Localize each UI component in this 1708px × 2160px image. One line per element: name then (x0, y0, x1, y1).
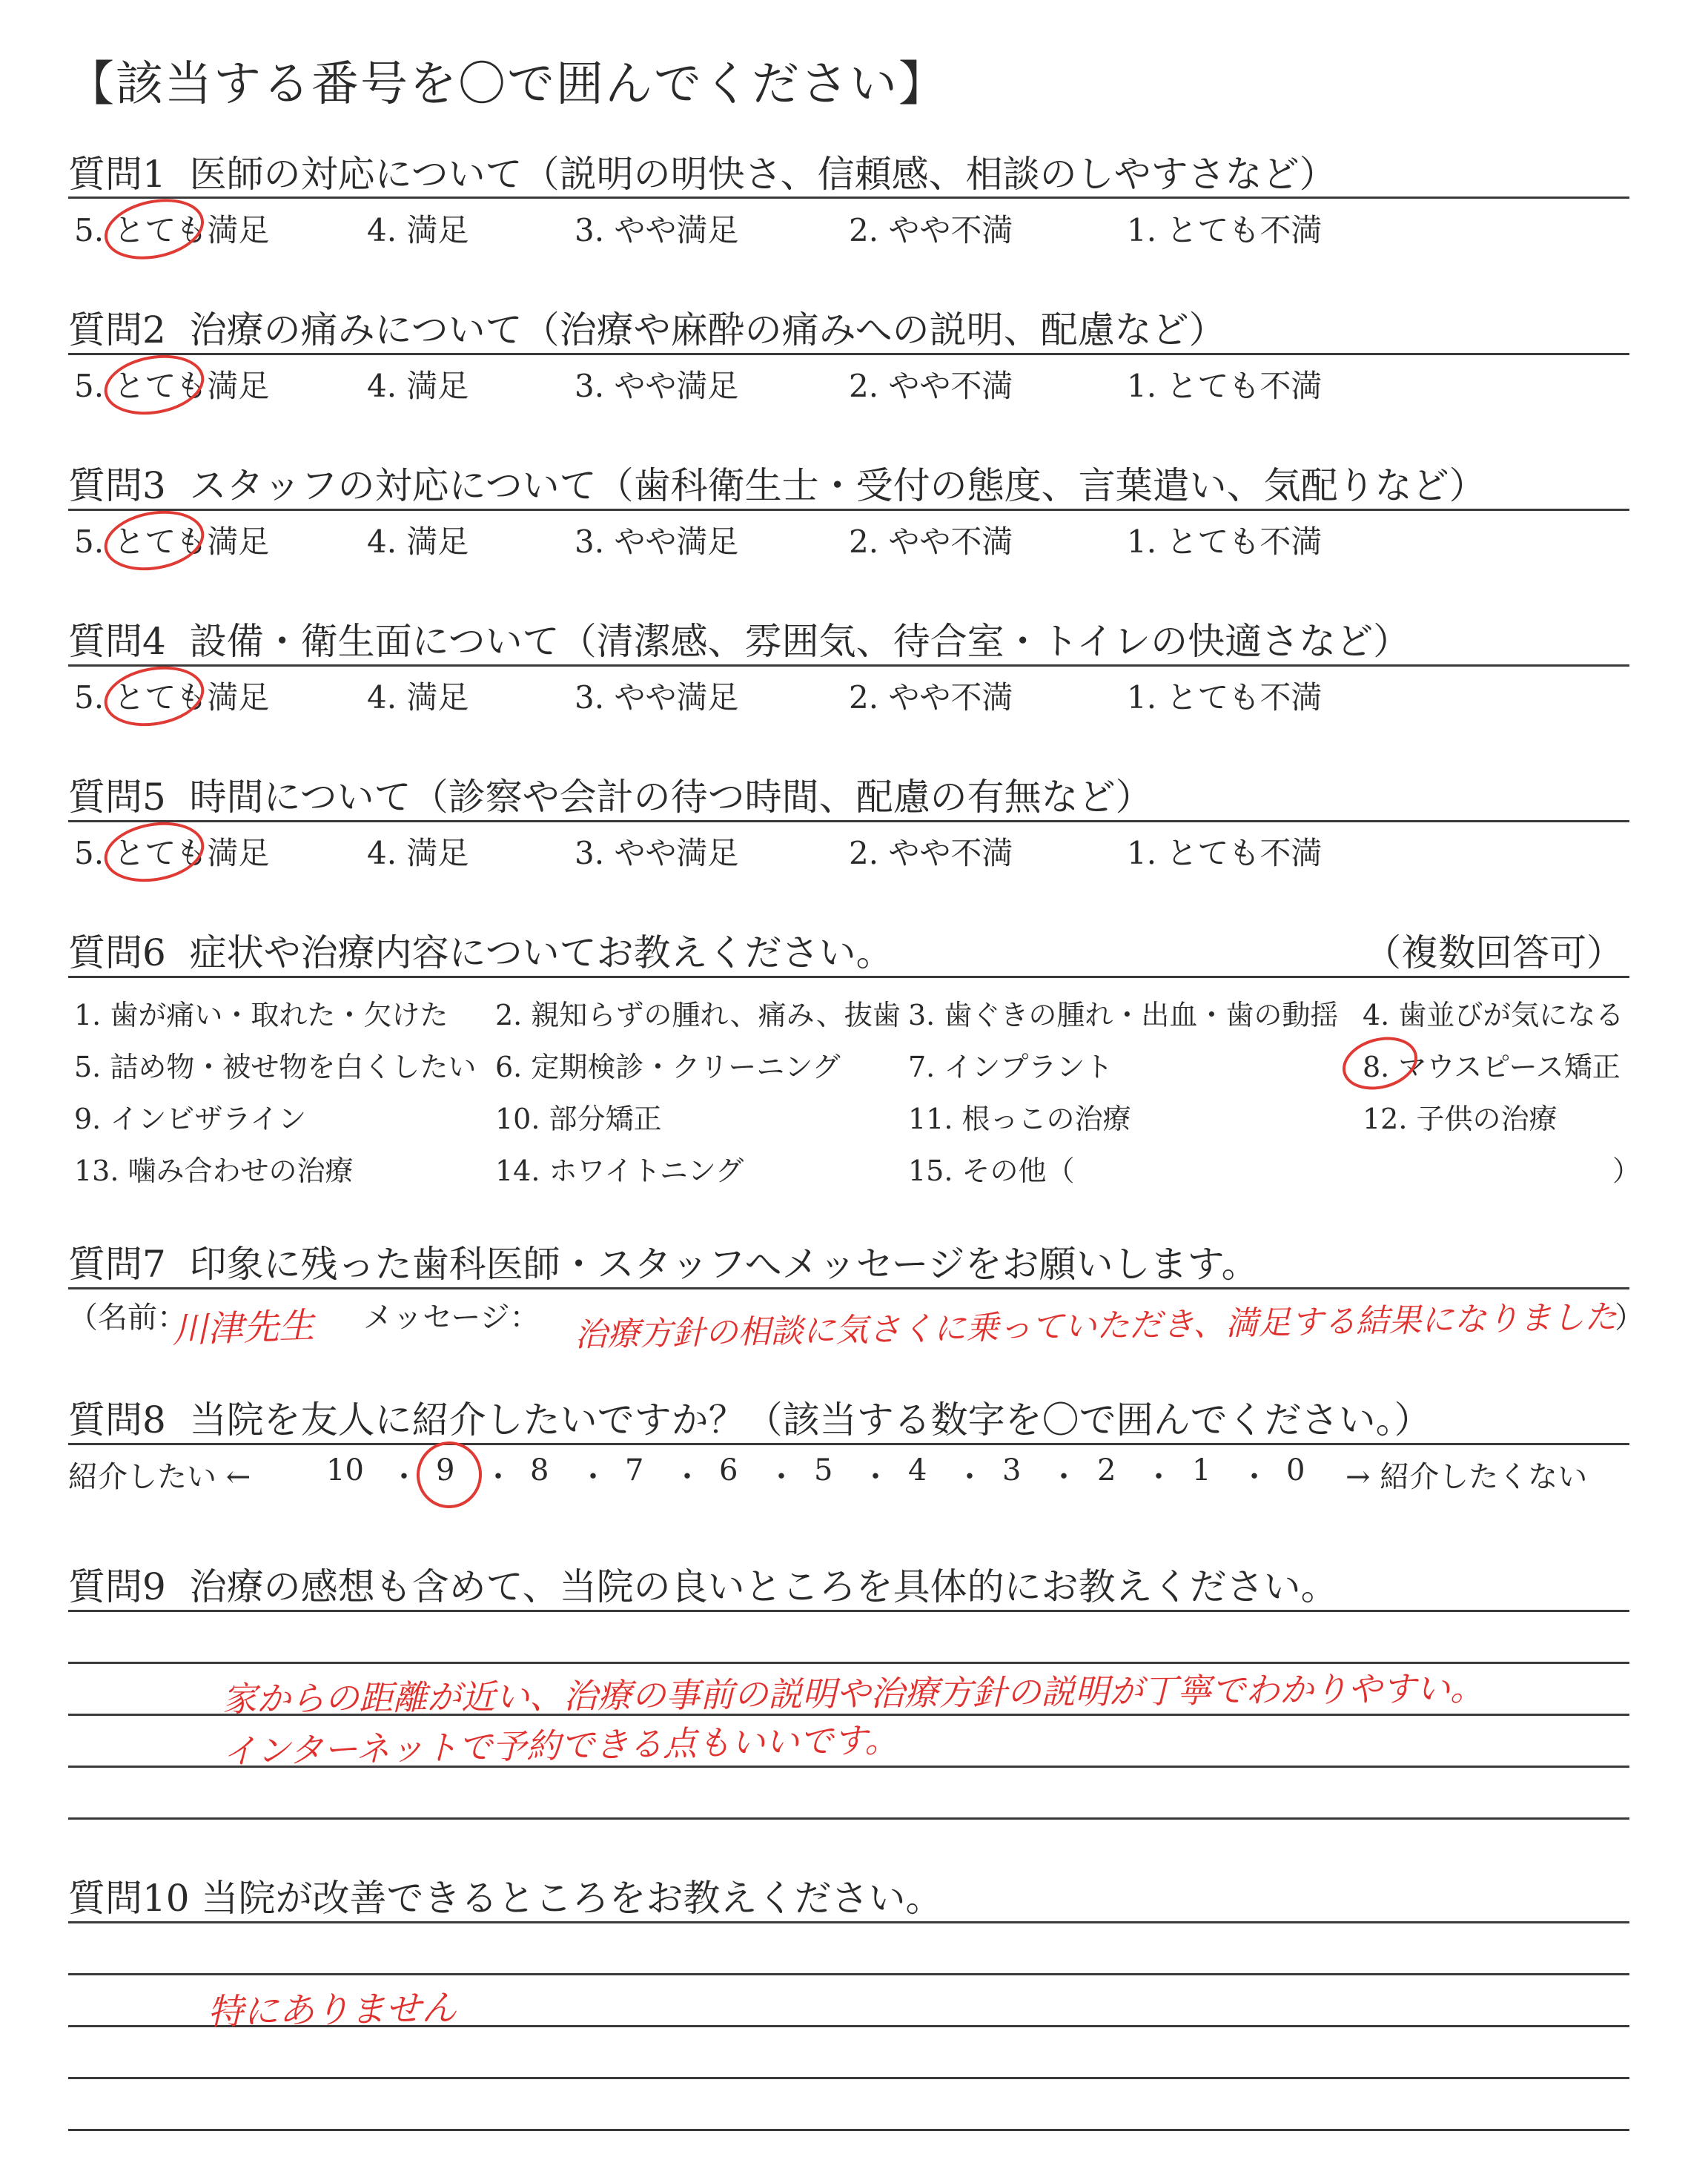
multiple-answer-note: （複数回答可） (1364, 931, 1623, 974)
scale-value[interactable]: 5 (814, 1453, 833, 1487)
staff-name-field[interactable]: 川津先生 (171, 1304, 316, 1352)
answer-line (68, 1973, 1629, 1975)
option-1[interactable]: 1. とても不満 (1127, 524, 1323, 560)
scale-separator: ・ (955, 1460, 984, 1494)
symptom-item[interactable]: 6. 定期検診・クリーニング (495, 1051, 841, 1083)
selection-circle-icon (99, 815, 208, 889)
scale-separator: ・ (1049, 1460, 1079, 1494)
option-3[interactable]: 3. やや満足 (575, 212, 739, 248)
option-3[interactable]: 3. やや満足 (575, 524, 739, 560)
improvement-answer[interactable]: 特にありません (207, 1987, 457, 2033)
divider (68, 976, 1629, 978)
selection-circle-icon (99, 348, 208, 422)
divider (68, 1287, 1629, 1289)
selection-circle-icon (1337, 1029, 1423, 1097)
divider (68, 664, 1629, 667)
symptom-item[interactable]: 12. 子供の治療 (1363, 1103, 1558, 1135)
scale-separator: ・ (389, 1460, 419, 1494)
name-label: （名前： (68, 1301, 187, 1335)
form-title: 【該当する番号を〇で囲んでください】 (67, 57, 947, 112)
other-close-paren: ） (1612, 1155, 1641, 1187)
option-2[interactable]: 2. やや不満 (849, 679, 1013, 716)
symptom-item[interactable]: 1. 歯が痛い・取れた・欠けた (74, 999, 448, 1031)
option-4[interactable]: 4. 満足 (367, 524, 469, 560)
divider (68, 820, 1629, 822)
option-5[interactable]: 5. とても満足 (74, 212, 270, 248)
option-2[interactable]: 2. やや不満 (849, 368, 1013, 404)
recommend-left-label: 紹介したい ← (68, 1460, 251, 1494)
scale-value[interactable]: 7 (625, 1453, 644, 1487)
symptom-item[interactable]: 2. 親知らずの腫れ、痛み、抜歯 (495, 999, 901, 1031)
symptom-item[interactable]: 5. 詰め物・被せ物を白くしたい (74, 1051, 477, 1083)
option-2[interactable]: 2. やや不満 (849, 212, 1013, 248)
option-1[interactable]: 1. とても不満 (1127, 212, 1323, 248)
question-label: 質問9 治療の感想も含めて、当院の良いところを具体的にお教えください。 (68, 1565, 1338, 1608)
scale-separator: ・ (861, 1460, 890, 1494)
option-4[interactable]: 4. 満足 (367, 368, 469, 404)
question-label: 質問2 治療の痛みについて（治療や麻酔の痛みへの説明、配慮など） (68, 308, 1226, 351)
question-label: 質問10 当院が改善できるところをお教えください。 (68, 1877, 943, 1920)
divider (68, 196, 1629, 199)
selection-circle-icon (99, 503, 208, 578)
selection-circle-icon (99, 659, 208, 733)
option-5[interactable]: 5. とても満足 (74, 368, 270, 404)
symptom-item[interactable]: 7. インプラント (908, 1051, 1113, 1083)
scale-value[interactable]: 6 (719, 1453, 738, 1487)
option-4[interactable]: 4. 満足 (367, 212, 469, 248)
divider (68, 509, 1629, 511)
question-label: 質問5 時間について（診察や会計の待つ時間、配慮の有無など） (68, 776, 1153, 819)
option-3[interactable]: 3. やや満足 (575, 835, 739, 871)
option-1[interactable]: 1. とても不満 (1127, 368, 1323, 404)
option-5[interactable]: 5. とても満足 (74, 679, 270, 716)
symptom-item[interactable]: 10. 部分矯正 (495, 1103, 662, 1135)
symptom-item[interactable]: 3. 歯ぐきの腫れ・出血・歯の動揺 (908, 999, 1339, 1031)
scale-separator: ・ (767, 1460, 796, 1494)
scale-value[interactable]: 3 (1002, 1453, 1022, 1487)
good-points-answer-line-2[interactable]: インターネットで予約できる点もいいです。 (222, 1720, 899, 1771)
option-4[interactable]: 4. 満足 (367, 835, 469, 871)
option-1[interactable]: 1. とても不満 (1127, 679, 1323, 716)
answer-line (68, 1921, 1629, 1923)
option-3[interactable]: 3. やや満足 (575, 368, 739, 404)
message-field[interactable]: 治療方針の相談に気さくに乗っていただき、満足する結果になりました (574, 1298, 1618, 1355)
scale-value[interactable]: 8 (530, 1453, 549, 1487)
message-label: メッセージ： (363, 1301, 540, 1335)
symptom-item[interactable]: 11. 根っこの治療 (908, 1103, 1131, 1135)
selection-circle-icon (99, 191, 209, 268)
symptom-item[interactable]: 14. ホワイトニング (495, 1155, 744, 1187)
scale-separator: ・ (1239, 1460, 1269, 1494)
scale-separator: ・ (578, 1460, 608, 1494)
option-4[interactable]: 4. 満足 (367, 679, 469, 716)
scale-value[interactable]: 9 (436, 1453, 455, 1487)
option-5[interactable]: 5. とても満足 (74, 835, 270, 871)
answer-line (68, 2077, 1629, 2079)
symptom-item-other[interactable]: 15. その他（ (908, 1155, 1075, 1187)
option-3[interactable]: 3. やや満足 (575, 679, 739, 716)
option-5[interactable]: 5. とても満足 (74, 524, 270, 560)
option-2[interactable]: 2. やや不満 (849, 524, 1013, 560)
option-2[interactable]: 2. やや不満 (849, 835, 1013, 871)
scale-value[interactable]: 1 (1192, 1453, 1211, 1487)
scale-value[interactable]: 10 (326, 1453, 364, 1487)
option-1[interactable]: 1. とても不満 (1127, 835, 1323, 871)
answer-line (68, 2129, 1629, 2131)
scale-value[interactable]: 2 (1097, 1453, 1116, 1487)
scale-value[interactable]: 0 (1286, 1453, 1305, 1487)
symptom-item[interactable]: 8. マウスピース矯正 (1363, 1051, 1621, 1083)
selection-circle-icon (412, 1437, 486, 1512)
question-label: 質問4 設備・衛生面について（清潔感、雰囲気、待合室・トイレの快適さなど） (68, 620, 1411, 663)
scale-value[interactable]: 4 (908, 1453, 927, 1487)
question-label: 質問3 スタッフの対応について（歯科衛生士・受付の態度、言葉遣い、気配りなど） (68, 464, 1486, 507)
scale-separator: ・ (483, 1460, 513, 1494)
question-label: 質問7 印象に残った歯科医師・スタッフへメッセージをお願いします。 (68, 1243, 1259, 1286)
scale-separator: ・ (1144, 1460, 1174, 1494)
divider (68, 353, 1629, 355)
question-label: 質問1 医師の対応について（説明の明快さ、信頼感、相談のしやすさなど） (68, 153, 1337, 196)
answer-line (68, 1610, 1629, 1612)
answer-line (68, 1817, 1629, 1820)
symptom-item[interactable]: 13. 噛み合わせの治療 (74, 1155, 354, 1187)
question-label: 質問8 当院を友人に紹介したいですか？（該当する数字を〇で囲んでください。） (68, 1398, 1431, 1441)
message-close-paren: ） (1615, 1301, 1644, 1335)
recommend-right-label: → 紹介したくない (1345, 1460, 1588, 1494)
question-label: 質問6 症状や治療内容についてお教えください。 (68, 931, 893, 974)
symptom-item[interactable]: 4. 歯並びが気になる (1363, 999, 1624, 1031)
divider (68, 1443, 1629, 1445)
symptom-item[interactable]: 9. インビザライン (74, 1103, 307, 1135)
scale-separator: ・ (672, 1460, 702, 1494)
good-points-answer-line-1[interactable]: 家からの距離が近い、治療の事前の説明や治療方針の説明が丁寧でわかりやすい。 (222, 1668, 1485, 1720)
